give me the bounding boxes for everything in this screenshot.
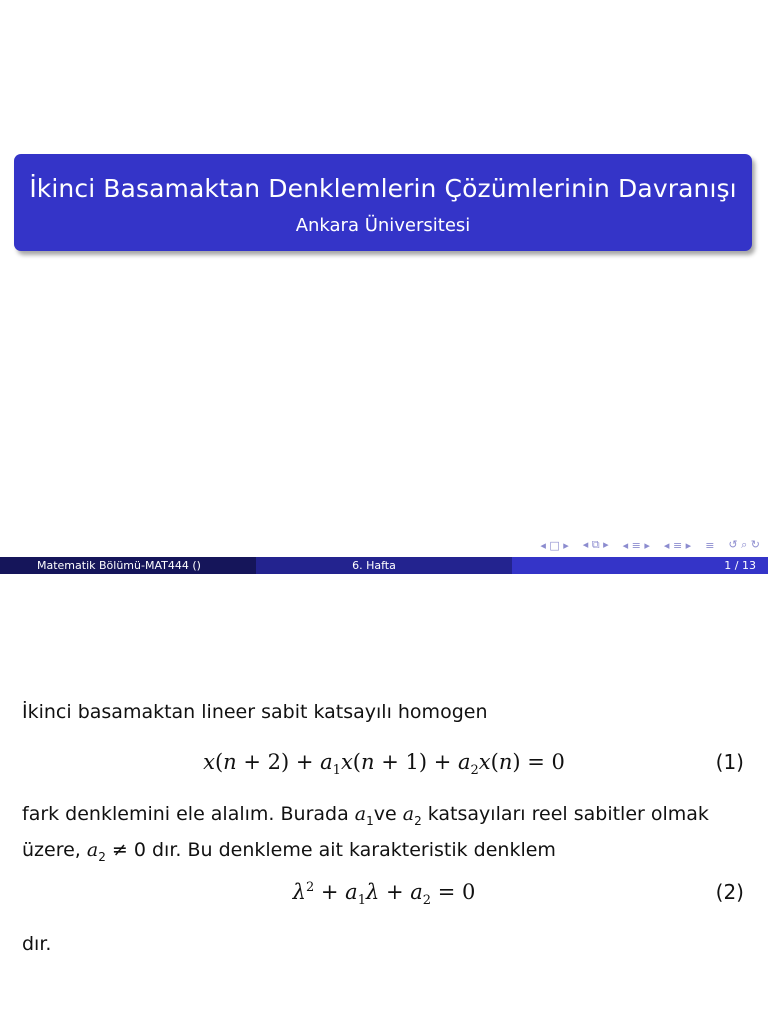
- intro-text: İkinci basamaktan lineer sabit katsayılı homogen: [22, 701, 488, 723]
- nav-align-icon[interactable]: ≡: [705, 538, 715, 552]
- paragraph-line-2: üzere, $a_2 \ne 0$ dır. Bu denkleme ait karakteristik denklem: [22, 838, 556, 864]
- closing-text: dır.: [22, 933, 52, 955]
- slide-subtitle: Ankara Üniversitesi: [295, 215, 471, 236]
- equation-1-number: (1): [715, 750, 744, 774]
- footer-bar: [0, 557, 768, 574]
- paragraph-line-1: fark denklemini ele alalım. Burada $a_1ve$ $a_2$ katsayıları reel sabitler olmak: [22, 803, 709, 828]
- nav-search-icon[interactable]: ↺ ⌕ ↻: [728, 538, 760, 551]
- nav-frame-icon[interactable]: ◂ □ ▸: [540, 538, 569, 552]
- paragraph: [22, 800, 709, 872]
- equation-2-number: (2): [715, 880, 744, 904]
- footer-author: Matematik Bölümü-MAT444 (): [0, 557, 256, 574]
- equation-2-formula: $\lambda^2 + a_1\lambda + a_2 = 0$: [292, 880, 476, 909]
- equation-1-formula: $x(n + 2) + a_1x(n + 1) + a_2x(n) = 0$: [203, 750, 565, 779]
- nav-section-icon[interactable]: ◂ ≡ ▸: [622, 538, 650, 552]
- title-block: [14, 154, 752, 251]
- nav-slide-icon[interactable]: ◂ ≡ ▸: [663, 538, 692, 552]
- slide-2: [0, 576, 768, 1024]
- nav-subsection-icon[interactable]: ◂ ⧉ ▸: [582, 538, 609, 551]
- navigation-bar: [540, 538, 760, 552]
- footer-title: 6. Hafta: [256, 557, 512, 574]
- slide-title: İkinci Basamaktan Denklemlerin Çözümlerinin Davranışı: [29, 174, 737, 203]
- footer-page-number: 1 / 13: [512, 557, 768, 574]
